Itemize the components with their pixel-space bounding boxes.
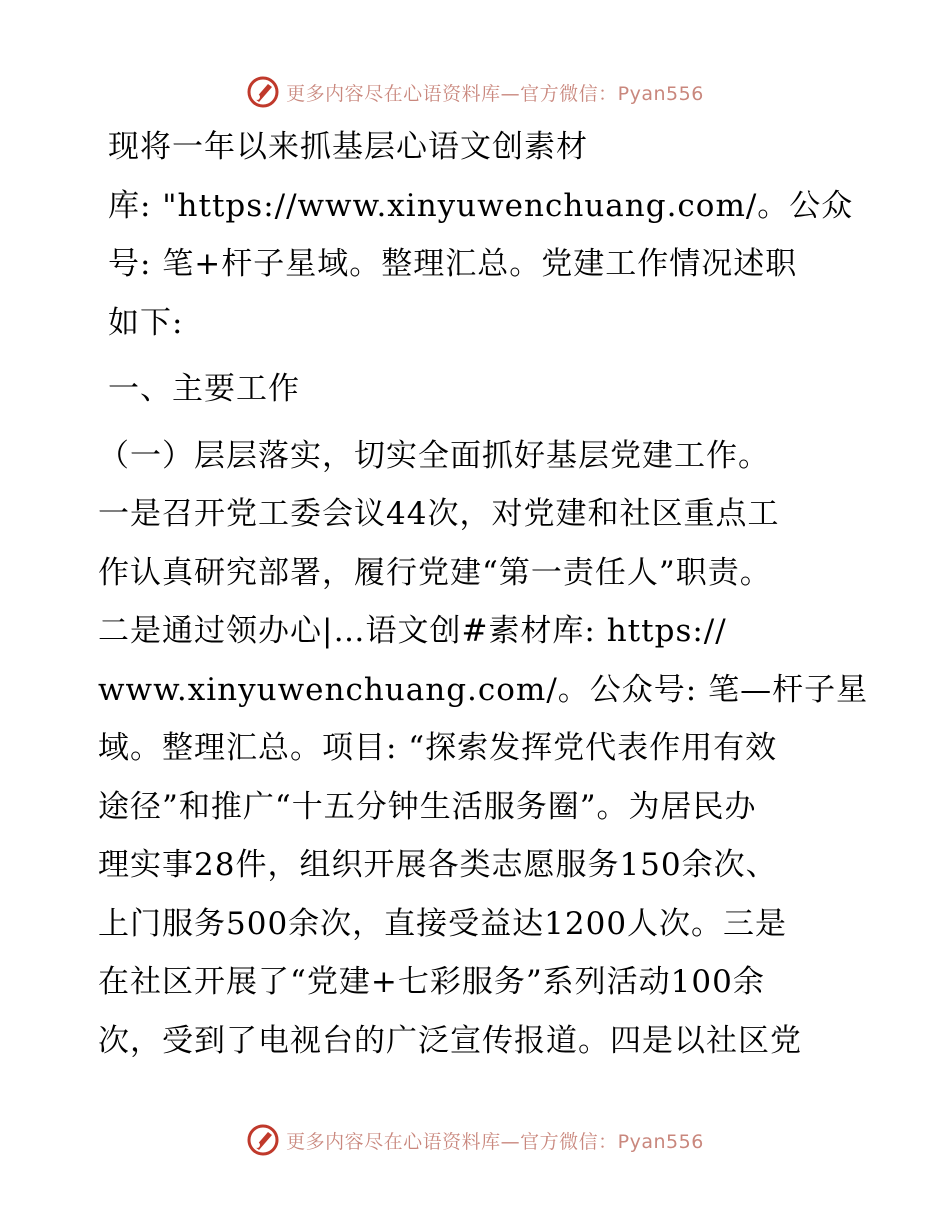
body-line: 次，受到了电视台的广泛宣传报道。四是以社区党 xyxy=(98,1022,802,1059)
document-body xyxy=(98,118,869,1070)
body-line: 二是通过领办心|…语文创#素材库: https:// xyxy=(98,613,727,649)
section-heading: 一、主要工作 xyxy=(108,371,300,407)
brush-logo-icon xyxy=(246,1123,280,1157)
intro-line: 库: "https://www.xinyuwenchuang.com/。公众 xyxy=(108,187,854,224)
body-line: 上门服务500余次，直接受益达1200人次。三是 xyxy=(98,905,788,942)
subsection-paragraph xyxy=(98,427,869,1071)
intro-line: 号: 笔+杆子星域。整理汇总。党建工作情况述职 xyxy=(108,246,798,282)
header-banner-text: 更多内容尽在心语资料库—官方微信：Pyan556 xyxy=(286,82,704,105)
intro-line: 现将一年以来抓基层心语文创素材 xyxy=(108,129,588,165)
body-line: 域。整理汇总。项目: “探索发挥党代表作用有效 xyxy=(98,730,778,766)
footer-banner xyxy=(0,1120,950,1160)
body-line: 途径”和推广“十五分钟生活服务圈”。为居民办 xyxy=(98,788,757,825)
body-line: （一）层层落实，切实全面抓好基层党建工作。 xyxy=(98,437,770,474)
intro-paragraph xyxy=(98,118,858,352)
body-line: 在社区开展了“党建+七彩服务”系列活动100余 xyxy=(98,964,765,1000)
body-line: 一是召开党工委会议44次，对党建和社区重点工 xyxy=(98,496,780,532)
intro-line: 如下: xyxy=(108,304,184,341)
body-line: 作认真研究部署，履行党建“第一责任人”职责。 xyxy=(98,554,772,591)
body-line: 理实事28件，组织开展各类志愿服务150余次、 xyxy=(98,847,778,883)
body-line: www.xinyuwenchuang.com/。公众号: 笔—杆子星 xyxy=(98,671,869,708)
header-banner xyxy=(0,72,950,112)
brush-logo-icon xyxy=(246,75,280,109)
footer-banner-text: 更多内容尽在心语资料库—官方微信：Pyan556 xyxy=(286,1130,704,1153)
